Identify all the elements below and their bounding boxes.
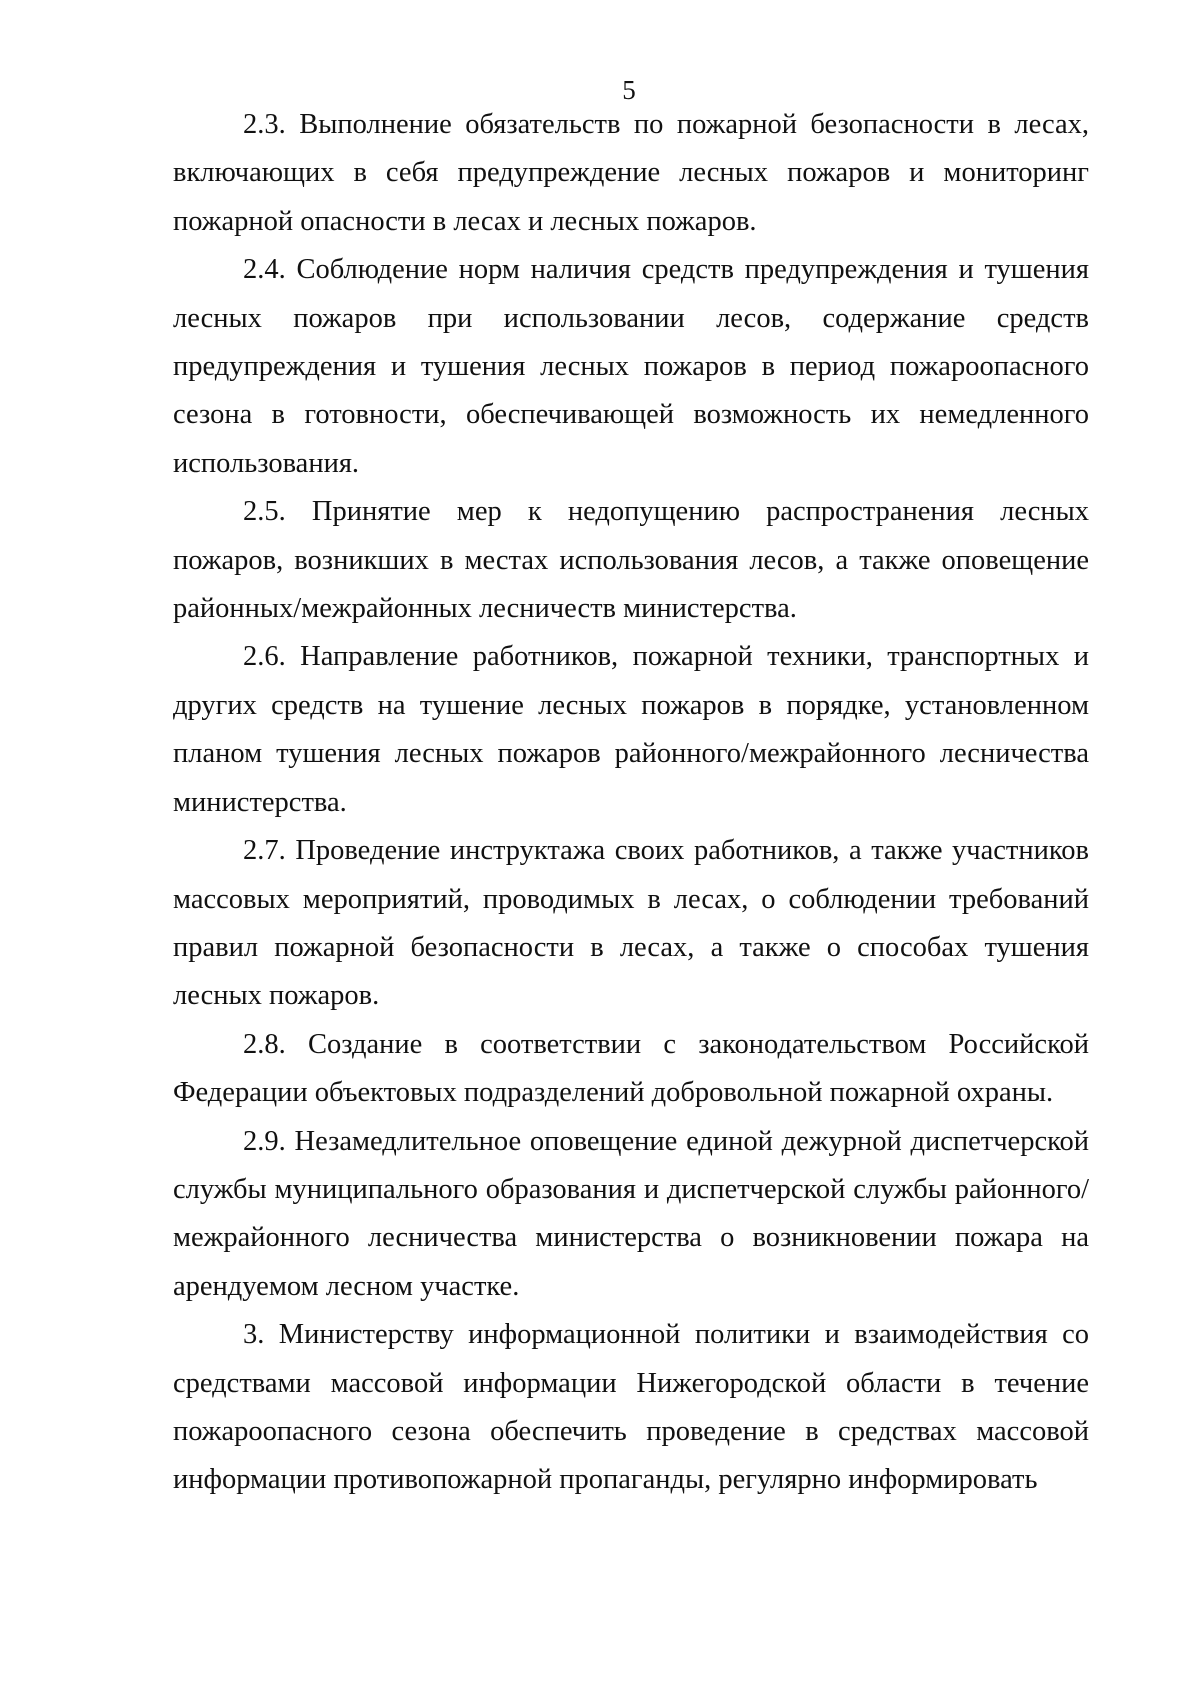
paragraph-2-4: 2.4. Соблюдение норм наличия средств предупреждения и тушения лесных пожаров при использовании лесов, содержание средств предупреждения и тушения лесных пожаров в период пожароопасного сезона в готовности, обеспечивающей возможность их немедленного использования. — [173, 254, 1089, 479]
paragraph-3: 3. Министерству информационной политики и взаимодействия со средствами массовой информации Нижегородской области в течение пожароопасного сезона обеспечить проведение в средствах массовой информации противопожарной пропаганды, регулярно информировать — [173, 1319, 1089, 1496]
paragraph-2-8: 2.8. Создание в соответствии с законодательством Российской Федерации объектовых подразделений добровольной пожарной охраны. — [173, 1028, 1089, 1109]
document-body — [173, 101, 1089, 1505]
paragraph-2-3: 2.3. Выполнение обязательств по пожарной безопасности в лесах, включающих в себя предупреждение лесных пожаров и мониторинг пожарной опасности в лесах и лесных пожаров. — [173, 109, 1089, 237]
paragraph-2-5: 2.5. Принятие мер к недопущению распространения лесных пожаров, возникших в местах использования лесов, а также оповещение районных/межрайонных лесничеств министерства. — [173, 496, 1089, 625]
paragraph-2-6: 2.6. Направление работников, пожарной техники, транспортных и других средств на тушение лесных пожаров в порядке, установленном планом тушения лесных пожаров районного/межрайонного лесничества министерства. — [173, 641, 1089, 818]
page-number: 5 — [622, 75, 636, 105]
paragraph-2-7: 2.7. Проведение инструктажа своих работников, а также участников массовых мероприятий, проводимых в лесах, о соблюдении требований правил пожарной безопасности в лесах, а также о способах тушения лесных пожаров. — [173, 835, 1089, 1012]
paragraph-2-9: 2.9. Незамедлительное оповещение единой дежурной диспетчерской службы муниципального образования и диспетчерской службы районного/межрайонного лесничества министерства о возникновении пожара на арендуемом лесном участке. — [173, 1125, 1089, 1302]
